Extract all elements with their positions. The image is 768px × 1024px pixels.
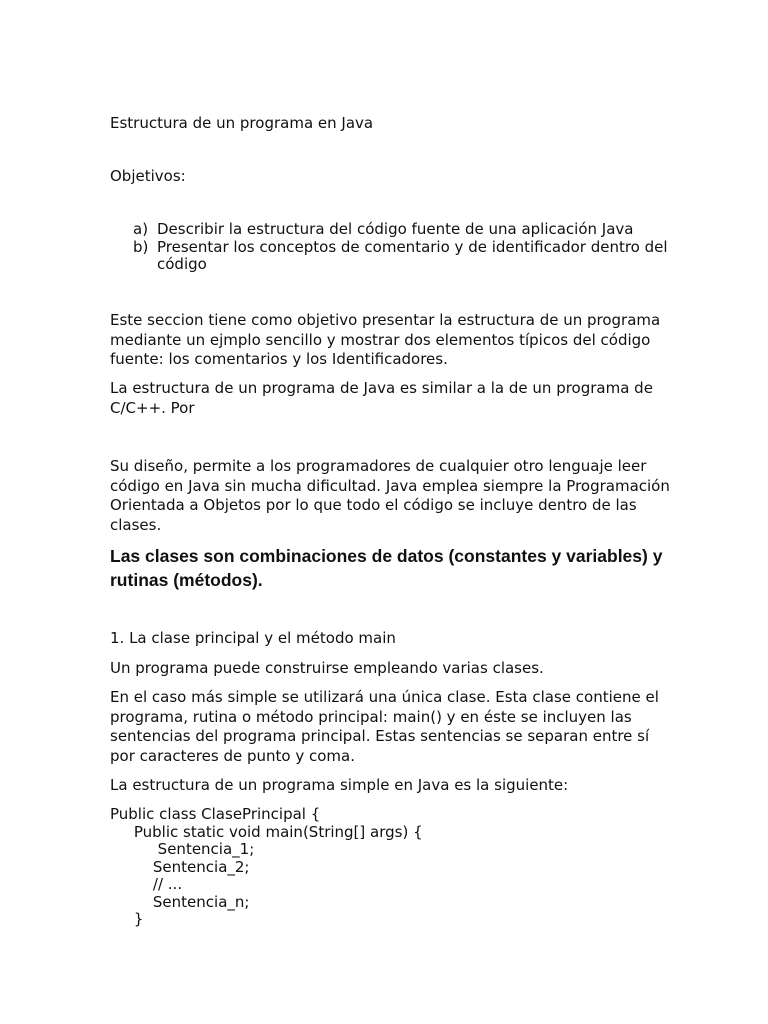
code-line: Sentencia_2; bbox=[110, 857, 250, 876]
code-line: Sentencia_1; bbox=[110, 840, 255, 858]
objectives-label: Objetivos: bbox=[110, 167, 186, 185]
simple-case-paragraph: En el caso más simple se utilizará una única clase. Esta clase contiene el programa, rutina o método principal: main() y en éste se incluyen las sentencias del programa principal. Estas sentencias se separan entre sí por caracteres de punto y coma. bbox=[110, 688, 659, 765]
similar-paragraph: La estructura de un programa de Java es similar a la de un programa de C/C++. Por bbox=[110, 379, 653, 417]
intro-paragraph: Este seccion tiene como objetivo presentar la estructura de un programa mediante un ejmplo sencillo y mostrar dos elementos típicos del código fuente: los comentarios y los Identificadores. bbox=[110, 311, 661, 368]
code-line: Public static void main(String[] args) { bbox=[110, 822, 423, 841]
list-item bbox=[110, 221, 670, 239]
classes-heading: Las clases son combinaciones de datos (constantes y variables) y rutinas (métodos). bbox=[110, 546, 663, 590]
section-heading: 1. La clase principal y el método main bbox=[110, 629, 396, 647]
code-line: Public class ClasePrincipal { bbox=[110, 805, 321, 823]
structure-intro-paragraph: La estructura de un programa simple en Java es la siguiente: bbox=[110, 776, 569, 794]
code-block bbox=[110, 806, 670, 929]
code-line: } bbox=[110, 910, 144, 928]
document-title: Estructura de un programa en Java bbox=[110, 114, 374, 132]
code-line: Sentencia_n; bbox=[110, 892, 250, 911]
list-marker: b) bbox=[133, 237, 149, 256]
list-item-text: Describir la estructura del código fuente de una aplicación Java bbox=[157, 220, 634, 238]
design-paragraph: Su diseño, permite a los programadores de cualquier otro lenguaje leer código en Java sin mucha dificultad. Java emplea siempre la Programación Orientada a Objetos por lo que todo el código se incluye dentro de las clases. bbox=[110, 457, 670, 534]
multiple-classes-paragraph: Un programa puede construirse empleando varias clases. bbox=[110, 659, 544, 677]
list-item bbox=[110, 239, 670, 274]
list-marker: a) bbox=[133, 220, 149, 238]
objectives-list bbox=[110, 221, 670, 274]
list-item-text: Presentar los conceptos de comentario y de identificador dentro del código bbox=[157, 237, 668, 273]
code-line: // ... bbox=[110, 875, 183, 893]
